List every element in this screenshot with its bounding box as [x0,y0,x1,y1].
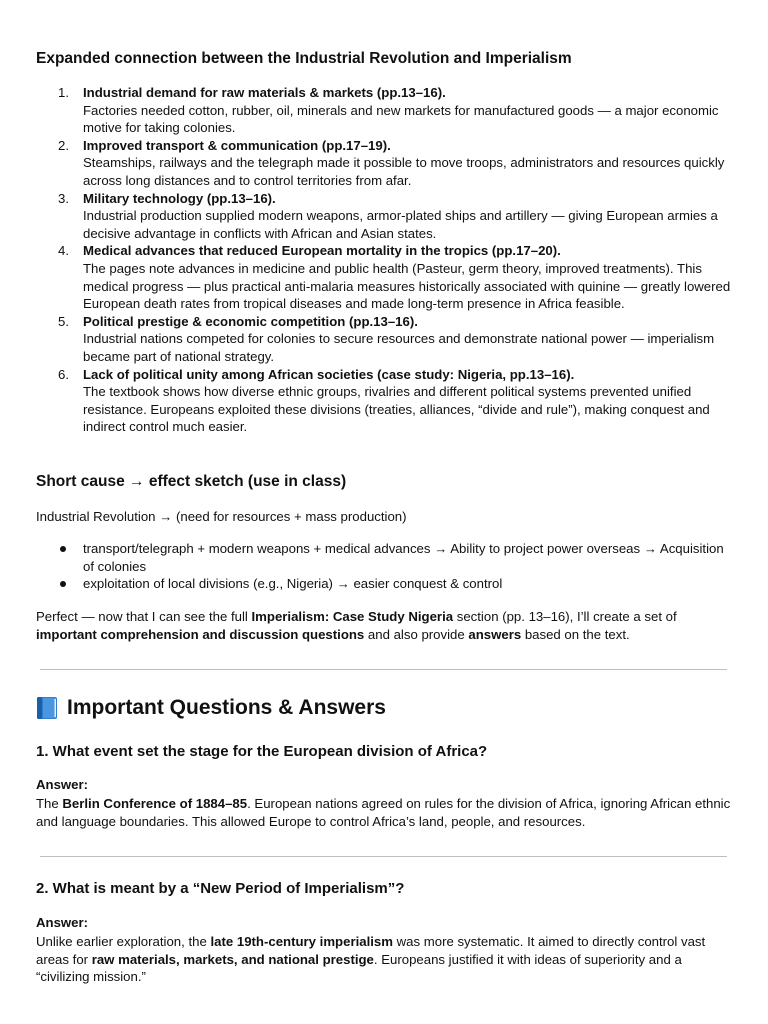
section-heading-connection: Expanded connection between the Industrial Revolution and Imperialism [36,50,572,67]
blue-book-icon [36,696,58,720]
item-body: Industrial production supplied modern weapons, armor-plated ships and artillery — giving European armies a decisive advantage in conflicts with African and Asian states. [83,208,718,241]
item-title: Improved transport & communication (pp.17–19). [83,137,391,153]
item-body: Factories needed cotton, rubber, oil, minerals and new markets for manufactured goods — a major economic motive for taking colonies. [83,102,719,136]
divider [40,856,727,857]
divider [40,669,727,670]
section-heading-cause-effect: Short cause → effect sketch (use in class) [36,473,347,490]
item-title: Military technology (pp.13–16). [83,190,276,206]
list-item: 5. Political prestige & economic competition (pp.13–16). Industrial nations competed for colonies to secure resources and demonstrate national power — imperialism became part of national strategy. [36,313,736,366]
list-item: 2. Improved transport & communication (pp.17–19). Steamships, railways and the telegraph made it possible to move troops, administrators and resources quickly across long distances and to control territories from afar. [36,137,736,190]
list-item: 3. Military technology (pp.13–16). Industrial production supplied modern weapons, armor-plated ships and artillery — giving European armies a decisive advantage in conflicts with African and Asian states. [36,190,736,243]
bullet-item: transport/telegraph + modern weapons + medical advances → Ability to project power overseas → Acquisition of colonies [36,540,736,575]
cause-effect-intro: Industrial Revolution → (need for resources + mass production) [36,509,407,524]
answer-label: Answer: [36,915,89,930]
answer-2: Unlike earlier exploration, the late 19th-century imperialism was more systematic. It aimed to directly control vast areas for raw materials, markets, and national prestige. Europeans justified it with ideas of superiority and a “civilizing mission.” [36,934,706,985]
bullet-dot [60,581,66,587]
question-1: 1. What event set the stage for the European division of Africa? [36,743,488,760]
bullet-item: exploitation of local divisions (e.g., Nigeria) → easier conquest & control [36,575,736,593]
item-title: Industrial demand for raw materials & markets (pp.13–16). [83,85,446,100]
list-item: 4. Medical advances that reduced European mortality in the tropics (pp.17–20). The pages note advances in medicine and public health (Pasteur, germ theory, improved treatments). This medical progress — plus practical anti-malaria measures historically associated with quinine — greatly lowered European death rates from tropical diseases and made long-term presence in Africa feasible. [36,242,736,312]
qa-title: Important Questions & Answers [36,696,386,720]
list-item: 1. Industrial demand for raw materials & markets (pp.13–16). Factories needed cotton, rubber, oil, minerals and new markets for manufactured goods — a major economic motive for taking colonies. [36,84,736,137]
answer-label: Answer: [36,777,89,792]
question-2: 2. What is meant by a “New Period of Imperialism”? [36,880,405,897]
answer-1: The Berlin Conference of 1884–85. European nations agreed on rules for the division of Africa, ignoring African ethnic and language boundaries. This allowed Europe to control Africa’s land, people, and resources. [36,796,731,829]
item-title: Medical advances that reduced European mortality in the tropics (pp.17–20). [83,243,561,259]
bullet-dot [60,546,66,552]
transition-paragraph: Perfect — now that I can see the full Imperialism: Case Study Nigeria section (pp. 13–16), I’ll create a set of important comprehension and discussion questions and also provide answers based on the text. [36,609,677,642]
item-body: Steamships, railways and the telegraph made it possible to move troops, administrators and resources quickly across long distances and to control territories from afar. [83,155,725,188]
item-body: The pages note advances in medicine and public health (Pasteur, germ theory, improved treatments). This medical progress — plus practical anti-malaria measures historically associated with quinine — greatly lowered European death rates from tropical diseases and made long-term presence in Africa feasible. [83,260,731,312]
item-title: Lack of political unity among African societies (case study: Nigeria, pp.13–16). [83,366,575,382]
cause-effect-bullets [36,540,736,593]
connection-list [36,84,736,436]
list-item: 6. Lack of political unity among African societies (case study: Nigeria, pp.13–16). The textbook shows how diverse ethnic groups, rivalries and different political systems prevented unified resistance. Europeans exploited these divisions (treaties, alliances, “divide and rule”), making conquest and indirect control much easier. [36,366,736,436]
item-body: The textbook shows how diverse ethnic groups, rivalries and different political systems prevented unified resistance. Europeans exploited these divisions (treaties, alliances, “divide and rule”), making conquest and indirect control much easier. [83,384,710,435]
item-body: Industrial nations competed for colonies to secure resources and demonstrate national power — imperialism became part of national strategy. [83,331,715,364]
item-title: Political prestige & economic competition (pp.13–16). [83,313,418,329]
